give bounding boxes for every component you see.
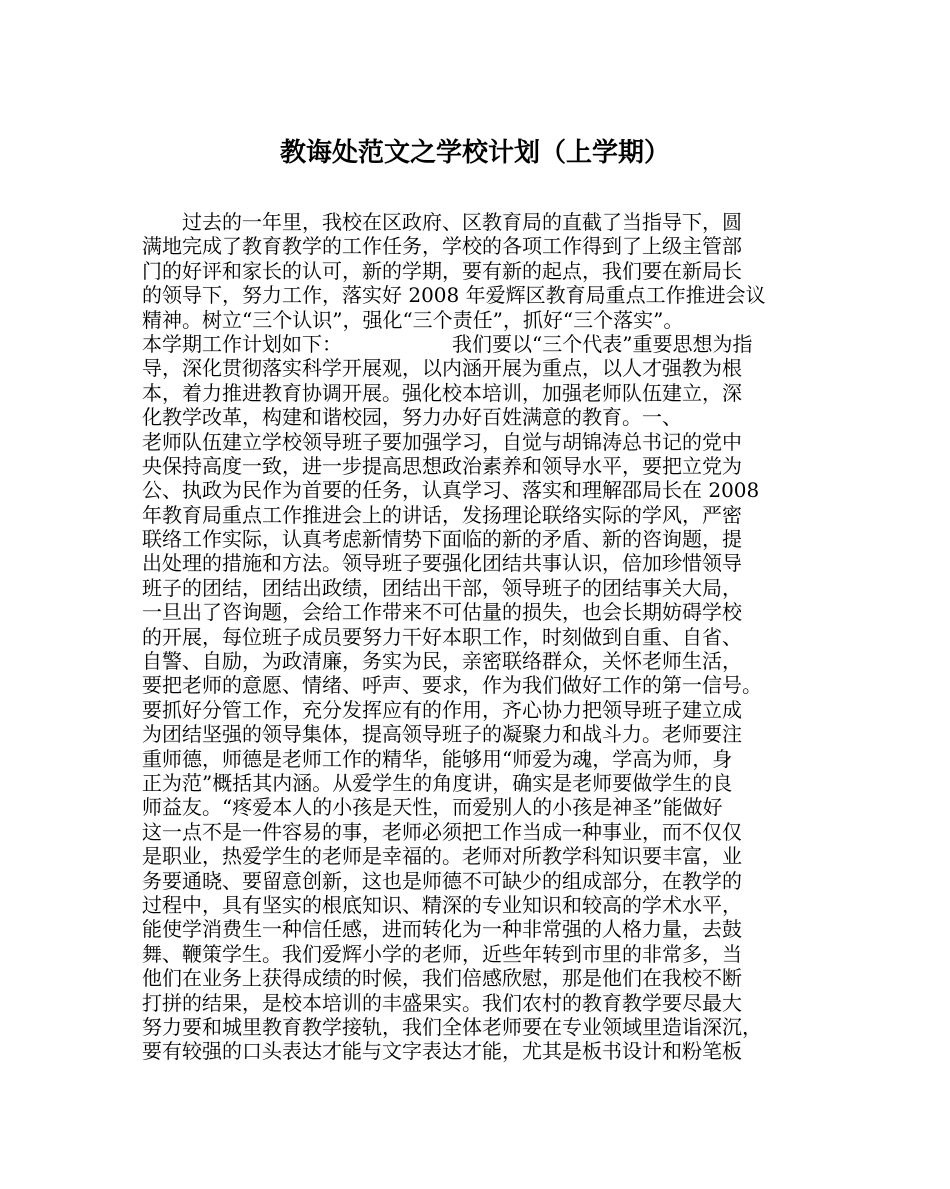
body-text-line: 努力要和城里教育教学接轨，我们全体老师要在专业领域里造诣深沉， [142,1014,762,1039]
body-text-line: 本，着力推进教育协调开展。强化校本培训，加强老师队伍建立，深 [142,380,742,405]
body-text-line: 一旦出了咨询题，会给工作带来不可估量的损失，也会长期妨碍学校 [142,600,742,625]
body-text-line: 正为范”概括其内涵。从爱学生的角度讲，确实是老师要做学生的良 [142,770,733,795]
body-text-line: 门的好评和家长的认可，新的学期，要有新的起点，我们要在新局长 [142,258,742,283]
body-text-line: 为团结坚强的领导集体，提高领导班子的凝聚力和战斗力。老师要注 [142,722,742,747]
body-text-line: 的开展，每位班子成员要努力干好本职工作，时刻做到自重、自省、 [142,624,742,649]
body-text-line: 师益友。“疼爱本人的小孩是天性，而爱别人的小孩是神圣”能做好 [142,795,723,820]
body-text-line: 出处理的措施和方法。领导班子要强化团结共事认识，倍加珍惜领导 [142,551,742,576]
body-text-line: 导，深化贯彻落实科学开展观，以内涵开展为重点，以人才强教为根 [142,356,742,381]
body-text-line: 年教育局重点工作推进会上的讲话，发扬理论联络实际的学风，严密 [142,502,742,527]
body-text-line: 能使学消费生一种信任感，进而转化为一种非常强的人格力量，去鼓 [142,917,742,942]
body-text-line: 要有较强的口头表达才能与文字表达才能，尤其是板书设计和粉笔板 [142,1039,742,1064]
body-text-line: 是职业，热爱学生的老师是幸福的。老师对所教学科知识要丰富，业 [142,844,742,869]
body-text-line: 本学期工作计划如下： 我们要以“三个代表”重要思想为指 [142,331,753,356]
body-text-line: 的领导下，努力工作，落实好 2008 年爱辉区教育局重点工作推进会议 [142,283,766,308]
body-text-line: 央保持高度一致，进一步提高思想政治素养和领导水平，要把立党为 [142,453,742,478]
document-body [142,210,832,1064]
body-text-line: 这一点不是一件容易的事，老师必须把工作当成一种事业，而不仅仅 [142,819,742,844]
body-text-line: 务要通晓、要留意创新，这也是师德不可缺少的组成部分，在教学的 [142,868,742,893]
body-text-line: 打拼的结果，是校本培训的丰盛果实。我们农村的教育教学要尽最大 [142,990,742,1015]
body-text-line: 过程中，具有坚实的根底知识、精深的专业知识和较高的学术水平， [142,892,742,917]
document-title: 教诲处范文之学校计划（上学期） [279,138,670,168]
body-text-line: 联络工作实际，认真考虑新情势下面临的新的矛盾、新的咨询题，提 [142,527,742,552]
body-text-line: 老师队伍建立学校领导班子要加强学习，自觉与胡锦涛总书记的党中 [142,429,742,454]
body-text-line: 化教学改革，构建和谐校园，努力办好百姓满意的教育。一、 [142,405,682,430]
body-text-line: 满地完成了教育教学的工作任务，学校的各项工作得到了上级主管部 [142,234,742,259]
body-text-line: 他们在业务上获得成绩的时候，我们倍感欣慰，那是他们在我校不断 [142,966,742,991]
body-text-line: 自警、自励，为政清廉，务实为民，亲密联络群众，关怀老师生活， [142,649,742,674]
body-text-line: 过去的一年里，我校在区政府、区教育局的直截了当指导下，圆 [142,210,742,234]
body-text-line: 要把老师的意愿、情绪、呼声、要求，作为我们做好工作的第一信号。 [142,673,762,698]
body-text-line: 班子的团结，团结出政绩，团结出干部，领导班子的团结事关大局， [142,575,742,600]
body-text-line: 要抓好分管工作，充分发挥应有的作用，齐心协力把领导班子建立成 [142,697,742,722]
body-text-line: 舞、鞭策学生。我们爱辉小学的老师，近些年转到市里的非常多，当 [142,941,742,966]
body-text-line: 精神。树立“三个认识”，强化“三个责任”，抓好“三个落实”。 [142,307,684,332]
body-text-line: 公、执政为民作为首要的任务，认真学习、落实和理解邵局长在 2008 [142,478,760,503]
body-text-line: 重师德，师德是老师工作的精华，能够用“师爱为魂，学高为师，身 [142,746,733,771]
